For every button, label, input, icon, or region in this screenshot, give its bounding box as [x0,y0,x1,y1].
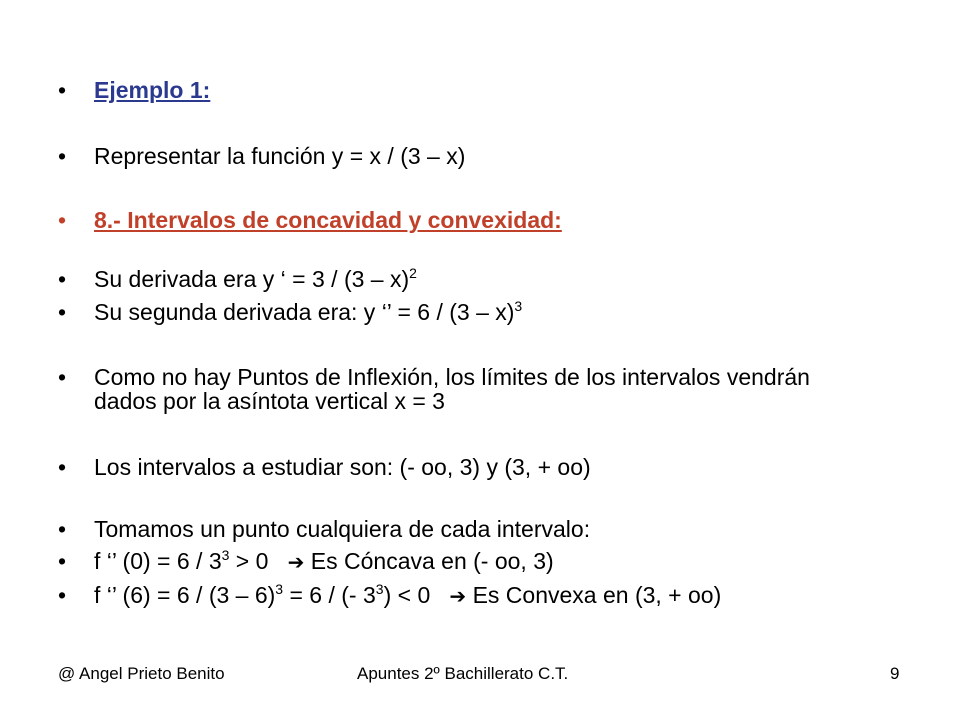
exponent: 3 [375,581,384,597]
concave-eval: f ‘’ (0) = 6 / 3 [94,548,222,574]
bullet-glyph: • [58,582,67,608]
concave-compare: > 0 [229,548,269,574]
bullet-glyph: • [58,454,67,480]
convex-compare: ) < 0 [383,582,431,608]
first-derivative-text: Su derivada era y ‘ = 3 / (3 – x) [94,266,410,292]
first-derivative [94,267,914,291]
footer-page-number: 9 [890,664,900,683]
bullet-glyph: • [58,266,67,292]
exponent: 2 [409,265,417,281]
bullet-glyph: • [58,516,67,542]
test-point-statement: Tomamos un punto cualquiera de cada intervalo: [94,516,591,542]
convex-conclusion: Es Convexa en (3, + oo) [466,582,722,608]
second-derivative-text: Su segunda derivada era: y ‘’ = 6 / (3 – x) [94,299,515,325]
second-derivative [94,300,914,324]
exponent: 3 [514,298,523,314]
concave-result [94,549,914,574]
section-heading: 8.- Intervalos de concavidad y convexidad: [94,207,562,233]
footer-author: @ Angel Prieto Benito [58,664,225,683]
bullet-glyph: • [58,299,67,325]
right-arrow-icon: ➔ [449,584,467,608]
inflection-note: Como no hay Puntos de Inflexión, los límites de los intervalos vendrán dados por la asíntota vertical x = 3 [94,364,810,414]
bullet-glyph: • [58,207,67,233]
example-title: Ejemplo 1: [94,77,211,103]
bullet-glyph: • [58,143,67,169]
footer-course: Apuntes 2º Bachillerato C.T. [357,664,569,683]
bullet-glyph: • [58,364,67,390]
exponent: 3 [275,581,284,597]
convex-eval-2: = 6 / (- 3 [283,582,376,608]
function-statement: Representar la función y = x / (3 – x) [94,143,466,169]
intervals-statement: Los intervalos a estudiar son: (- oo, 3) y (3, + oo) [94,454,591,480]
bullet-glyph: • [58,548,67,574]
convex-eval: f ‘’ (6) = 6 / (3 – 6) [94,582,276,608]
bullet-glyph: • [58,77,67,103]
exponent: 3 [221,547,230,563]
convex-result [94,583,914,608]
right-arrow-icon: ➔ [287,550,305,574]
concave-conclusion: Es Cóncava en (- oo, 3) [304,548,554,574]
